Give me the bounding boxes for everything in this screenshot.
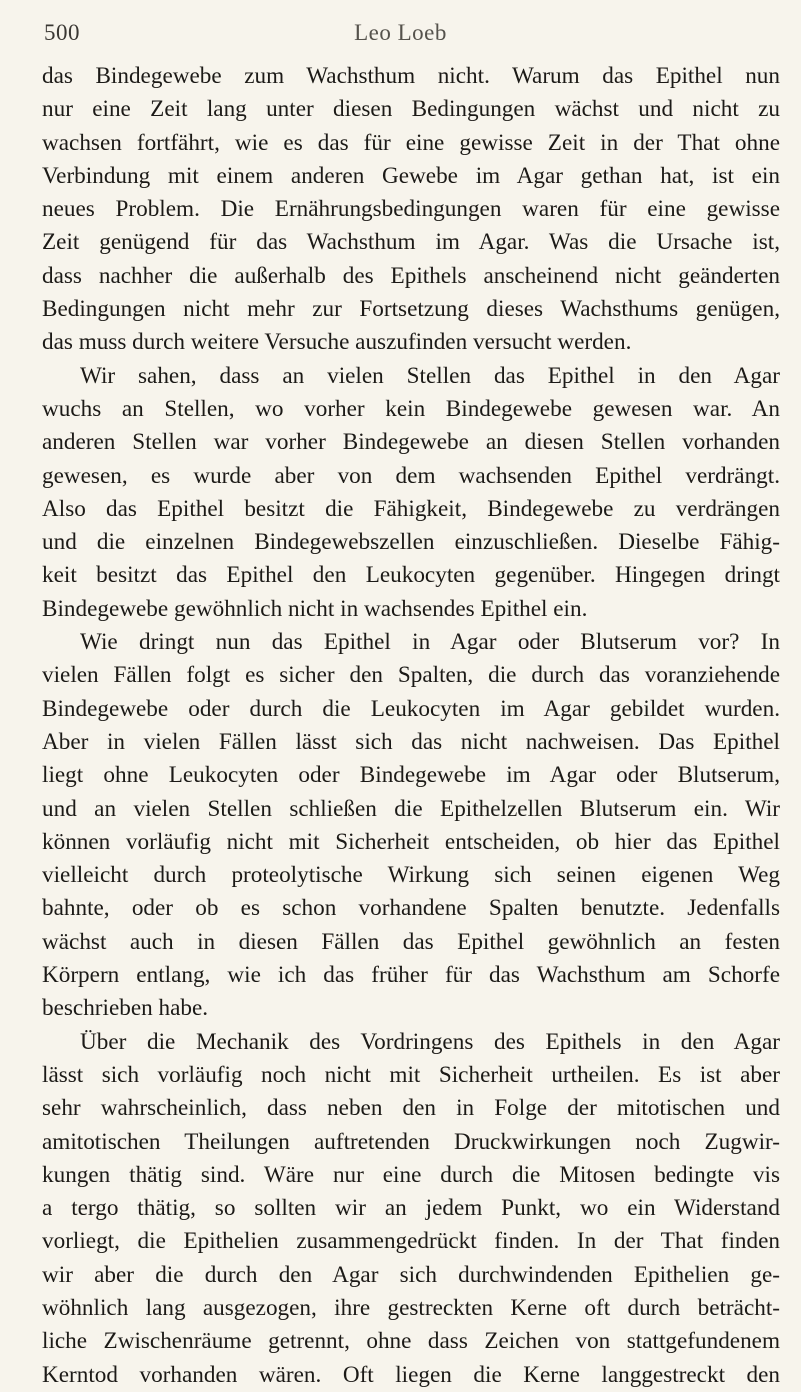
text-line: anderen Stellen war vorher Bindegewebe an diesen Stellen vorhanden [42,429,780,456]
text-line: beschrieben habe. [42,995,209,1022]
text-line: das muss durch weitere Versuche auszufinden versucht werden. [42,329,632,356]
text-line: keit besitzt das Epithel den Leukocyten gegenüber. Hingegen dringt [42,562,780,589]
text-line: nur eine Zeit lang unter diesen Bedingungen wächst und nicht zu [42,96,780,123]
text-line: vorliegt, die Epithelien zusammengedrückt finden. In der That finden [42,1228,780,1255]
text-line: das Bindegewebe zum Wachsthum nicht. Warum das Epithel nun [42,63,780,89]
text-line: bahnte, oder ob es schon vorhandene Spalten benutzte. Jedenfalls [42,895,780,922]
text-line: Bindegewebe oder durch die Leukocyten im Agar gebildet wurden. [42,695,780,722]
text-line: wuchs an Stellen, wo vorher kein Bindegewebe gewesen war. An [42,395,780,422]
text-line: Bedingungen nicht mehr zur Fortsetzung dieses Wachsthums genügen, [42,296,780,323]
text-line: vielleicht durch proteolytische Wirkung sich seinen eigenen Weg [42,862,780,889]
text-line: können vorläufig nicht mit Sicherheit entscheiden, ob hier das Epithel [42,828,780,855]
body-text [42,60,780,1392]
text-line: und die einzelnen Bindegewebszellen einzuschließen. Dieselbe Fähig- [42,529,780,556]
text-line: wachsen fortfährt, wie es das für eine gewisse Zeit in der That ohne [42,129,780,156]
text-line: kungen thätig sind. Wäre nur eine durch die Mitosen bedingte vis [42,1161,780,1188]
text-line: Über die Mechanik des Vordringens des Epithels in den Agar [80,1028,780,1055]
page-number: 500 [44,20,80,45]
text-line: neues Problem. Die Ernährungsbedingungen waren für eine gewisse [42,196,780,223]
text-line: gewesen, es wurde aber von dem wachsenden Epithel verdrängt. [42,462,780,489]
text-line: Aber in vielen Fällen lässt sich das nicht nachweisen. Das Epithel [42,728,780,755]
text-line: wir aber die durch den Agar sich durchwindenden Epithelien ge- [42,1261,780,1288]
text-line: vielen Fällen folgt es sicher den Spalten, die durch das voranziehende [42,662,780,689]
text-line: Verbindung mit einem anderen Gewebe im Agar gethan hat, ist ein [42,162,780,189]
text-line: amitotischen Theilungen auftretenden Druckwirkungen noch Zugwir- [42,1128,780,1155]
text-line: Kerntod vorhanden wären. Oft liegen die Kerne langgestreckt den [42,1361,780,1388]
text-line: lässt sich vorläufig noch nicht mit Sicherheit urtheilen. Es ist aber [42,1061,780,1088]
text-line: Also das Epithel besitzt die Fähigkeit, Bindegewebe zu verdrängen [42,495,780,522]
text-line: wächst auch in diesen Fällen das Epithel gewöhnlich an festen [42,928,780,955]
text-line: und an vielen Stellen schließen die Epithelzellen Blutserum ein. Wir [42,795,780,822]
text-line: sehr wahrscheinlich, dass neben den in Folge der mitotischen und [42,1095,780,1122]
text-line: Bindegewebe gewöhnlich nicht in wachsendes Epithel ein. [42,595,588,622]
text-line: Körpern entlang, wie ich das früher für das Wachsthum am Schorfe [42,962,780,989]
text-line: dass nachher die außerhalb des Epithels anscheinend nicht geänderten [42,262,780,289]
text-line: liegt ohne Leukocyten oder Bindegewebe im Agar oder Blutserum, [42,762,780,789]
text-line: wöhnlich lang ausgezogen, ihre gestreckten Kerne oft durch beträcht- [42,1294,780,1321]
text-line: a tergo thätig, so sollten wir an jedem Punkt, wo ein Widerstand [42,1195,780,1222]
text-line: Wir sahen, dass an vielen Stellen das Epithel in den Agar [80,362,780,389]
text-line: liche Zwischenräume getrennt, ohne dass Zeichen von stattgefundenem [42,1328,780,1355]
running-head: Leo Loeb [354,20,447,45]
text-line: Wie dringt nun das Epithel in Agar oder Blutserum vor? In [80,629,780,656]
text-line: Zeit genügend für das Wachsthum im Agar. Was die Ursache ist, [42,229,780,256]
